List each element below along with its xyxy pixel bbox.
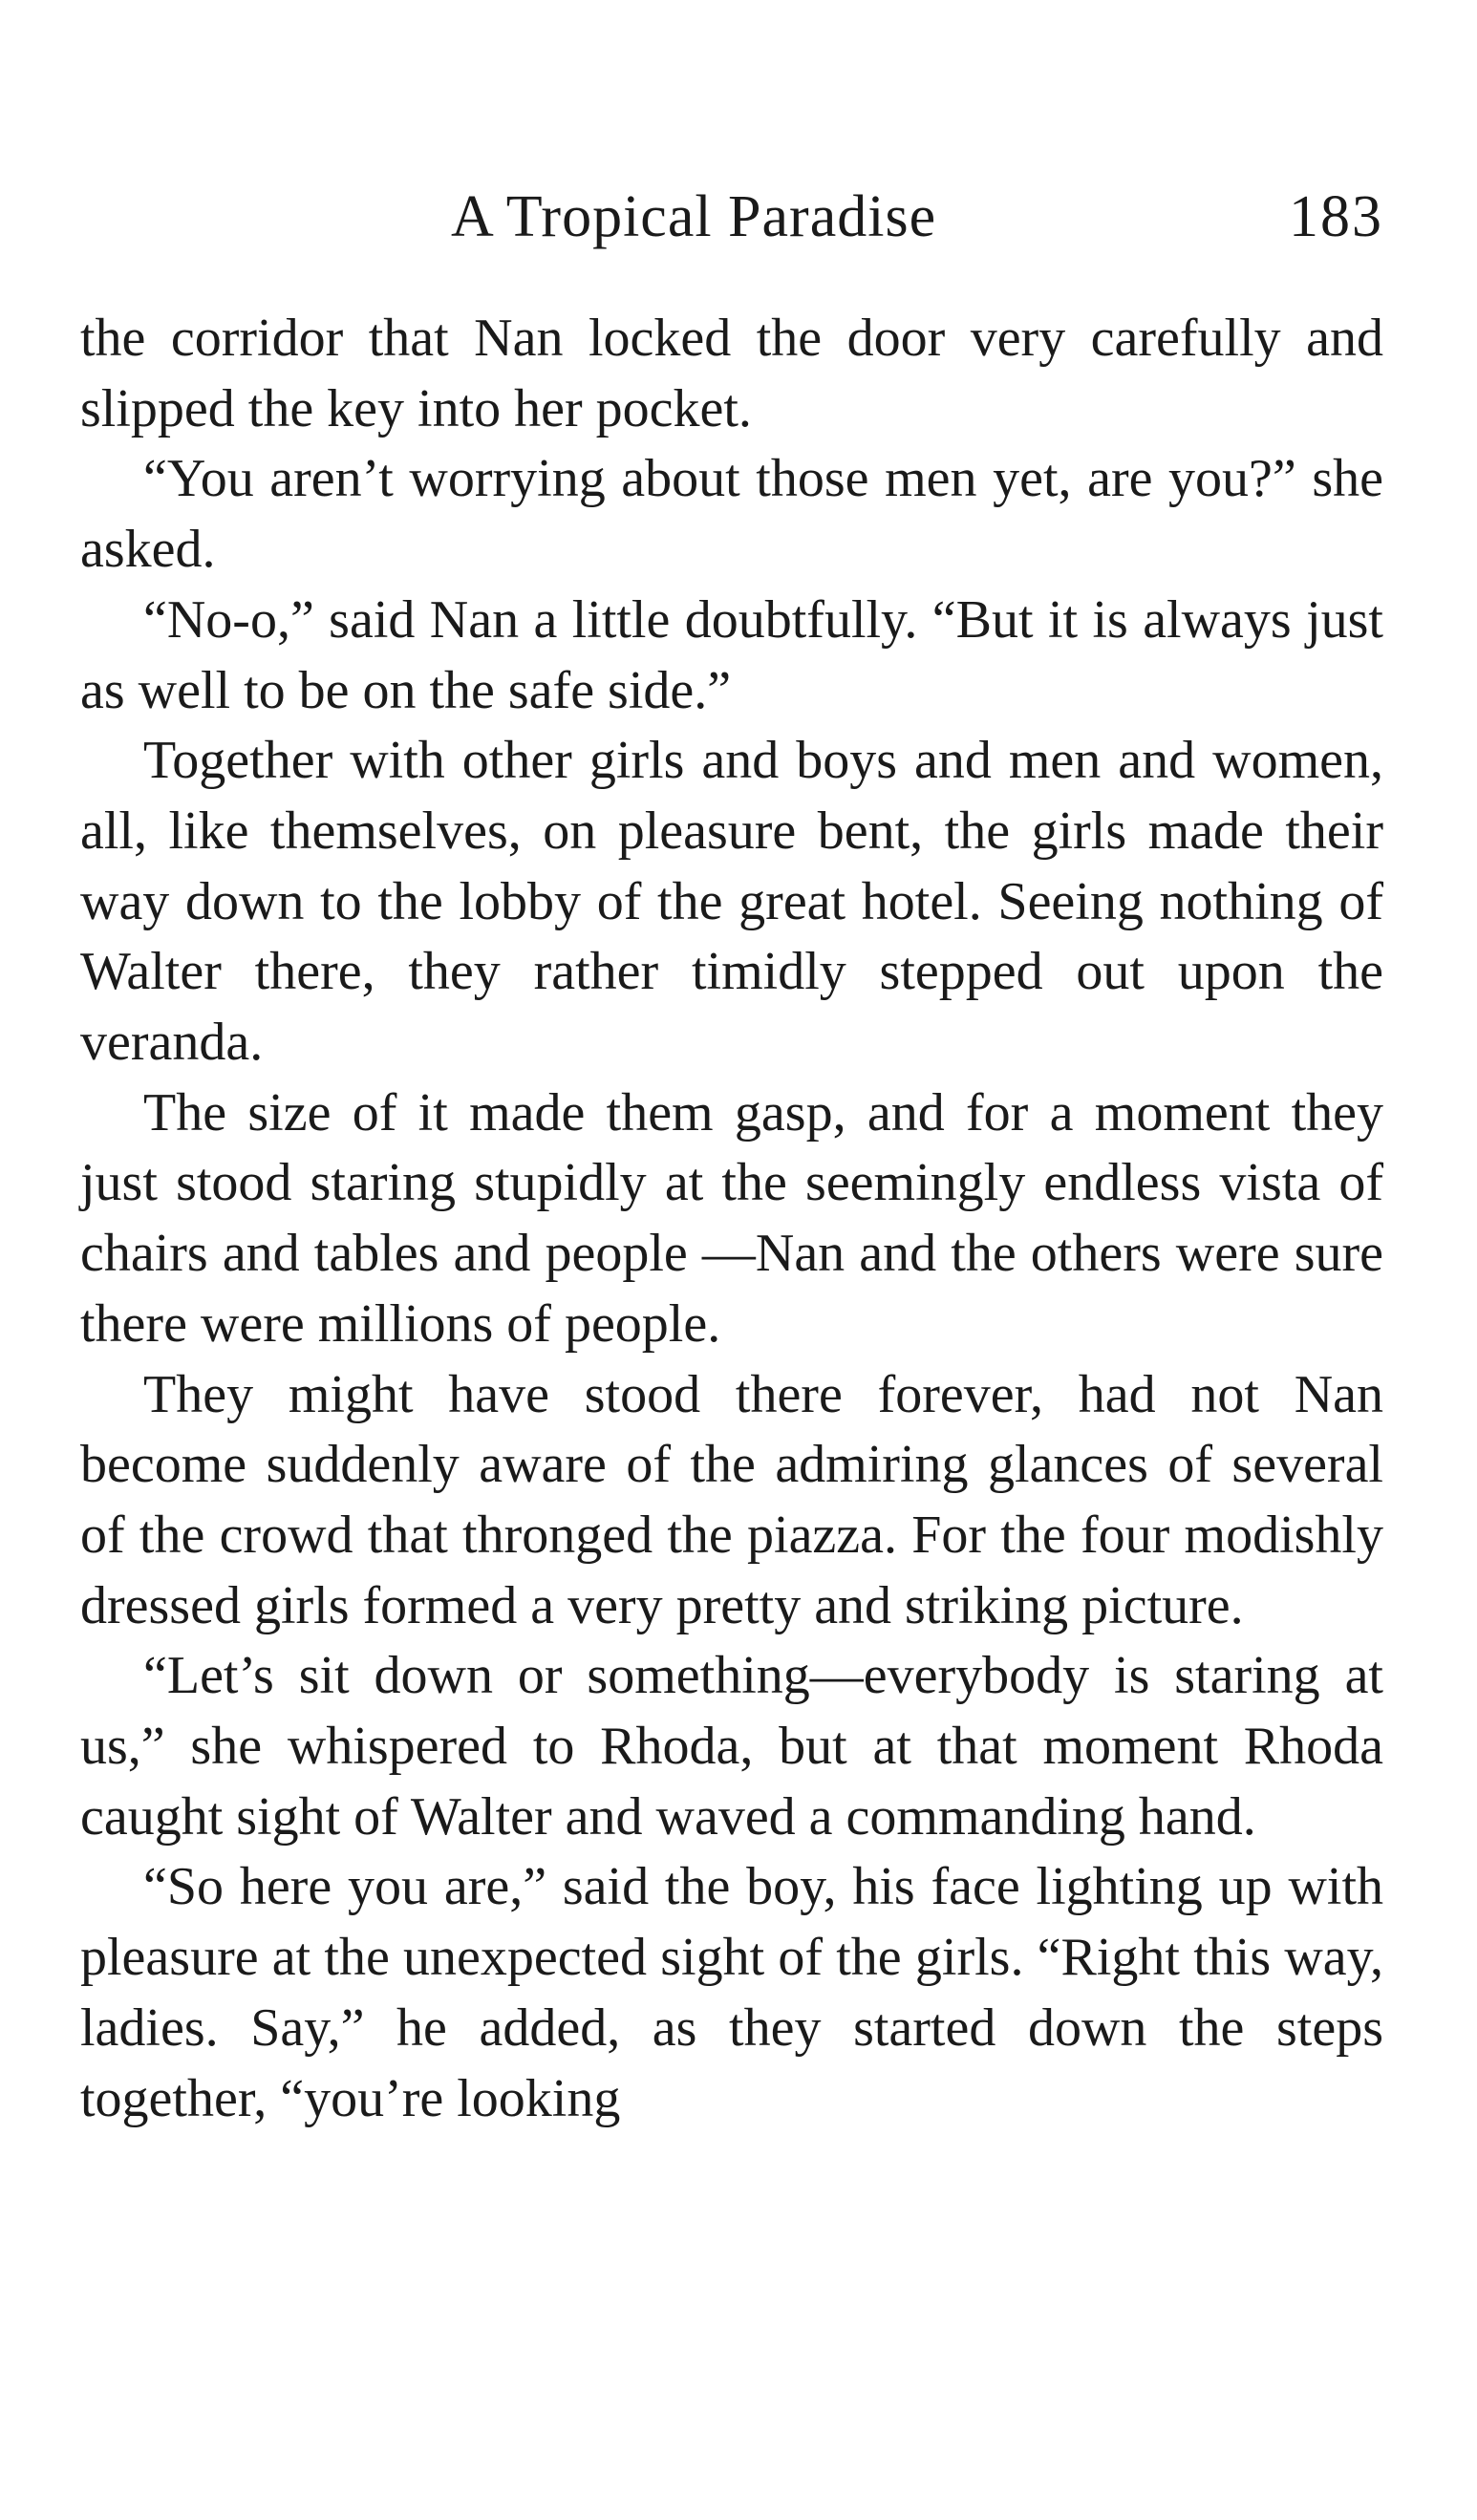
page-number: 183 [1289,184,1383,249]
paragraph: “No-o,” said Nan a little doubtfully. “But it is always just as well to be on the safe side.” [80,589,1383,720]
body-text [80,304,1383,2134]
paragraph: “Let’s sit down or something—everybody is staring at us,” she whispered to Rhoda, but at that moment Rhoda caught sight of Walter and waved a commanding hand. [80,1646,1383,1847]
paragraph: They might have stood there forever, had not Nan become suddenly aware of the admiring glances of several of the crowd that thronged the piazza. For the four modishly dressed girls formed a very pretty and striking picture. [80,1364,1383,1635]
running-head [80,183,1383,260]
paragraph: “You aren’t worrying about those men yet, are you?” she asked. [80,449,1383,580]
paragraph-continued: the corridor that Nan locked the door very carefully and slipped the key into her pocket. [80,309,1383,438]
paragraph: The size of it made them gasp, and for a moment they just stood staring stupidly at the seemingly endless vista of chairs and tables and people —Nan and the others were sure there were millions of people. [80,1082,1383,1354]
paragraph: Together with other girls and boys and men and women, all, like themselves, on pleasure bent, the girls made their way down to the lobby of the great hotel. Seeing nothing of Walter there, they rather timidly stepped out upon the veranda. [80,731,1383,1073]
running-title: A Tropical Paradise [451,184,937,249]
paragraph: “So here you are,” said the boy, his face lighting up with pleasure at the unexpected sight of the girls. “Right this way, ladies. Say,” he added, as they started down the steps together, “you’re looking [80,1857,1383,2128]
